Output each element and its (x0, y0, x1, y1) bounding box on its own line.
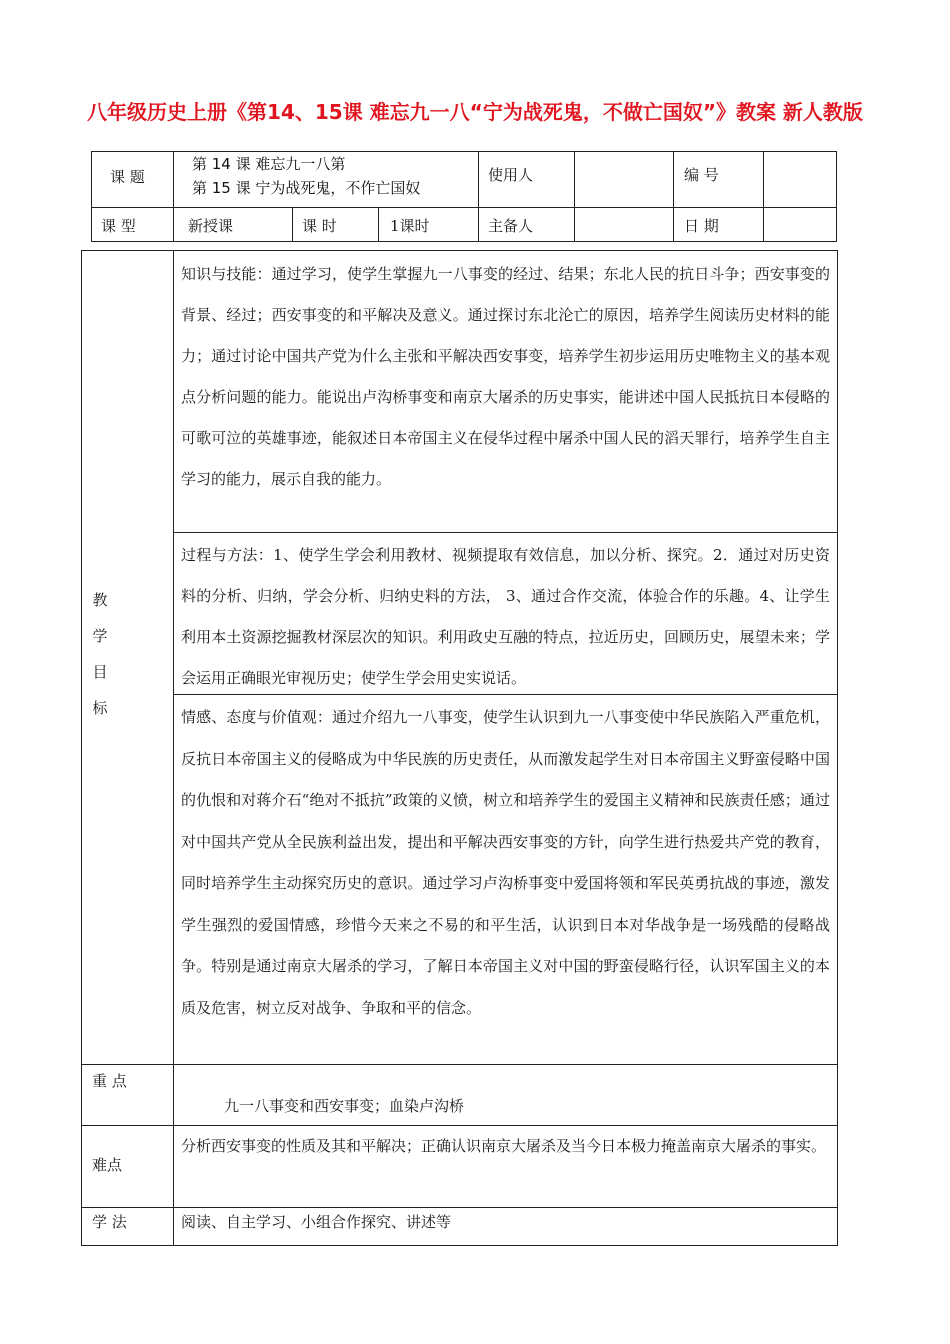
study-method-value: 阅读、自主学习、小组合作探究、讲述等 (181, 1213, 452, 1231)
type-value: 新授课 (188, 217, 234, 235)
hours-value: 1课时 (390, 217, 430, 235)
document-title: 八年级历史上册《第14、15课 难忘九一八“宁为战死鬼，不做亡国奴”》教案 新人教版 (87, 100, 863, 124)
row-divider (81, 1064, 838, 1065)
hours-label: 课 时 (302, 217, 337, 235)
header-col-divider (378, 207, 379, 242)
objectives-label-char: 学 (92, 627, 108, 645)
study-method-label: 学 法 (92, 1213, 127, 1231)
difficulties-value: 分析西安事变的性质及其和平解决；正确认识南京大屠杀及当今日本极力掩盖南京大屠杀的事实。 (181, 1137, 827, 1155)
key-points-value: 九一八事变和西安事变；血染卢沟桥 (224, 1097, 465, 1115)
key-points-label: 重 点 (92, 1072, 127, 1090)
objectives-label-char: 教 (92, 591, 108, 609)
header-col-divider (292, 207, 293, 242)
objectives-label (88, 582, 112, 726)
objectives-label-char: 标 (92, 699, 108, 717)
topic-line-1: 第 14 课 难忘九一八第 (192, 155, 346, 173)
preparer-label: 主备人 (488, 217, 534, 235)
number-label: 编 号 (684, 166, 719, 184)
difficulties-label: 难点 (92, 1156, 123, 1174)
header-col-divider (763, 151, 764, 242)
header-col-divider (574, 151, 575, 242)
main-col-divider (173, 250, 174, 1246)
header-col-divider (173, 151, 174, 242)
topic-line-2: 第 15 课 宁为战死鬼，不作亡国奴 (192, 179, 421, 197)
objective-emotion: 情感、态度与价值观：通过介绍九一八事变，使学生认识到九一八事变使中华民族陷入严重危机，反抗日本帝国主义的侵略成为中华民族的历史责任，从而激发起学生对日本帝国主义野蛮侵略中国的仇恨和对蒋介石“绝对不抵抗”政策的义愤，树立和培养学生的爱国主义精神和民族责任感；通过对中国共产党从全民族利益出发，提出和平解决西安事变的方针，向学生进行热爱共产党的教育，同时培养学生主动探究历史的意识。通过学习卢沟桥事变中爱国将领和军民英勇抗战的事迹，激发学生强烈的爱国情感，珍惜今天来之不易的和平生活，认识到日本对华战争是一场残酷的侵略战争。特别是通过南京大屠杀的学习，了解日本帝国主义对中国的野蛮侵略行径，认识军国主义的本质及危害，树立反对战争、争取和平的信念。 (181, 708, 830, 1017)
type-label: 课 型 (101, 217, 136, 235)
header-row-divider (91, 207, 837, 208)
row-divider (81, 1207, 838, 1208)
date-label: 日 期 (684, 217, 719, 235)
objectives-label-char: 目 (92, 663, 108, 681)
header-col-divider (478, 151, 479, 242)
topic-label: 课 题 (110, 168, 145, 186)
user-label: 使用人 (488, 166, 534, 184)
objectives-divider (173, 532, 838, 533)
header-col-divider (673, 151, 674, 242)
objective-knowledge: 知识与技能：通过学习，使学生掌握九一八事变的经过、结果；东北人民的抗日斗争；西安事变的背景、经过；西安事变的和平解决及意义。通过探讨东北沦亡的原因，培养学生阅读历史材料的能力；通过讨论中国共产党为什么主张和平解决西安事变，培养学生初步运用历史唯物主义的基本观点分析问题的能力。能说出卢沟桥事变和南京大屠杀的历史事实，能讲述中国人民抵抗日本侵略的可歌可泣的英雄事迹，能叙述日本帝国主义在侵华过程中屠杀中国人民的滔天罪行，培养学生自主学习的能力，展示自我的能力。 (181, 265, 830, 488)
objective-process: 过程与方法：1、使学生学会利用教材、视频提取有效信息，加以分析、探究。2．通过对历史资料的分析、归纳，学会分析、归纳史料的方法， 3、通过合作交流，体验合作的乐趣。4、让学生利用本土资源挖掘教材深层次的知识。利用政史互融的特点，拉近历史，回顾历史，展望未来；学会运用正确眼光审视历史；使学生学会用史实说话。 (181, 546, 830, 687)
